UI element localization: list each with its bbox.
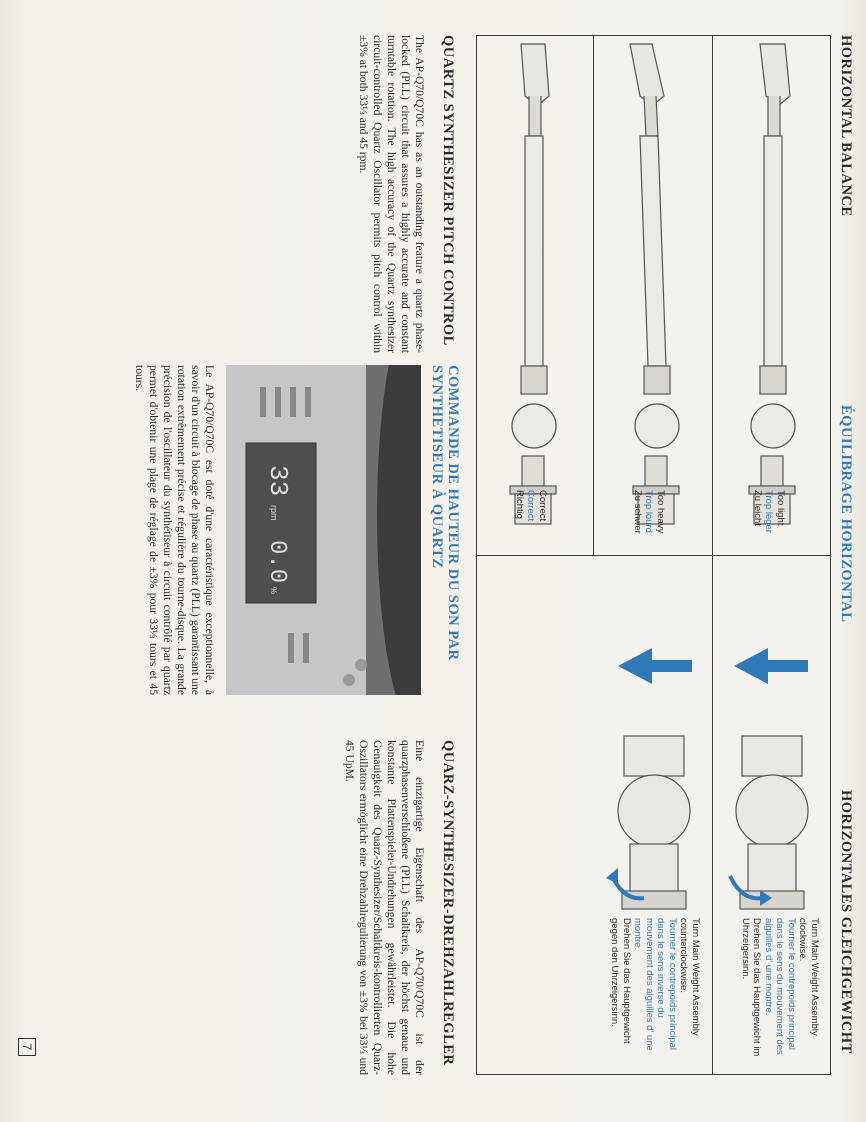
- paragraph-en: The AP-Q70/Q70C has as an outstanding feature a quartz phase-locked (PLL) circuit that assures a highly accurate and constant turntable rotation. The high accuracy of the Quartz synthesizer circuit-controlled Quartz Oscillator permits pitch control within ±3% at both 33⅓ and 45 rpm.: [357, 35, 426, 353]
- tonearm-too-light-icon: [712, 36, 830, 556]
- main-weight-counterclockwise-icon: [594, 726, 704, 916]
- paragraph-fr: Le AP-Q70/Q70C est doté d'une caractéristique exceptionnelle, à savoir d'un circuit à blocage de phase au quartz (PLL) garantissant une rotation extrêmement précise et régulière du tourne-disque. La grande précision de l'oscillateur du synthétiseur à circuit contrôlé par quartz permet d'obtenir une plage de réglage de ±3% pour 33⅓ tours et 45 tours.: [133, 365, 216, 695]
- label-too-heavy: Too heavy Trop lourd Zu schwer: [632, 490, 666, 534]
- page-number: 7: [18, 1038, 36, 1056]
- label-correct: Correct Correct Richtig: [514, 490, 548, 522]
- display-pitch: 0.0: [263, 540, 290, 584]
- arrow-down-icon: [734, 648, 808, 684]
- tonearm-too-light: [712, 36, 830, 556]
- heading-horizontales-gleichgewicht: HORIZONTALES GLEICHGEWICHT: [838, 790, 854, 1054]
- tonearm-too-heavy-icon: [594, 36, 712, 556]
- display-pitch-unit: %: [269, 587, 278, 595]
- heading-quarz-synthesizer: QUARZ-SYNTHESIZER-DREHZAHLREGLER: [440, 740, 456, 1066]
- tonearm-too-heavy: [594, 36, 712, 556]
- heading-equilibrage-horizontal: ÉQUILIBRAGE HORIZONTAL: [838, 405, 854, 623]
- paragraph-de: Eine einzigartige Eigenschaft des AP-Q70/Q70C ist der quarzphasenverschloßene (PLL) Schaltkreis, der höchst genaue und konstante Plattenspieler-Undrehungen gewährleistet. Die hohe Genauigkeit des Quarz-Synthesizer/Schaltkreis-kontrollierten Quarz-Oszillators ermöglicht eine Drehzahlregulierung von ±3% bei 33⅓ und 45 UpM.: [343, 740, 426, 1075]
- turntable-display-photo: [226, 365, 421, 695]
- heading-pitch-control: QUARTZ SYNTHESIZER PITCH CONTROL: [440, 35, 456, 346]
- label-too-light: Too light Trop léger Zu leicht: [752, 490, 786, 533]
- tonearm-correct: [475, 36, 593, 556]
- heading-commande-hauteur: COMMANDE DE HAUTEUR DU SON PAR SYNTHETISEUR À QUARTZ: [429, 365, 461, 661]
- tonearm-correct-icon: [475, 36, 593, 556]
- instruction-counterclockwise: Turn Main Weight Assembly counterclockwise. Tourner le contrepoids principal dans le sens inverse du mouvement des aiguilles d' une montre. Drehen Sie das Hauptgewicht gegen den Uhrzeigersinn.: [609, 918, 701, 1051]
- turntable-display-icon: [226, 365, 421, 695]
- arrow-down-icon-2: [618, 648, 692, 684]
- display-speed: 33: [263, 465, 293, 497]
- main-weight-clockwise-icon: [712, 726, 822, 916]
- heading-horizontal-balance: HORIZONTAL BALANCE: [838, 35, 854, 217]
- instruction-clockwise: Turn Main Weight Assembly clockwise. Tourner le contrepoids principal dans le sens du mouvement des aiguilles d' une montre. Drehen Sie das Hauptgewicht im Uhrzeigersinn.: [740, 918, 820, 1057]
- display-unit: rpm: [269, 505, 279, 521]
